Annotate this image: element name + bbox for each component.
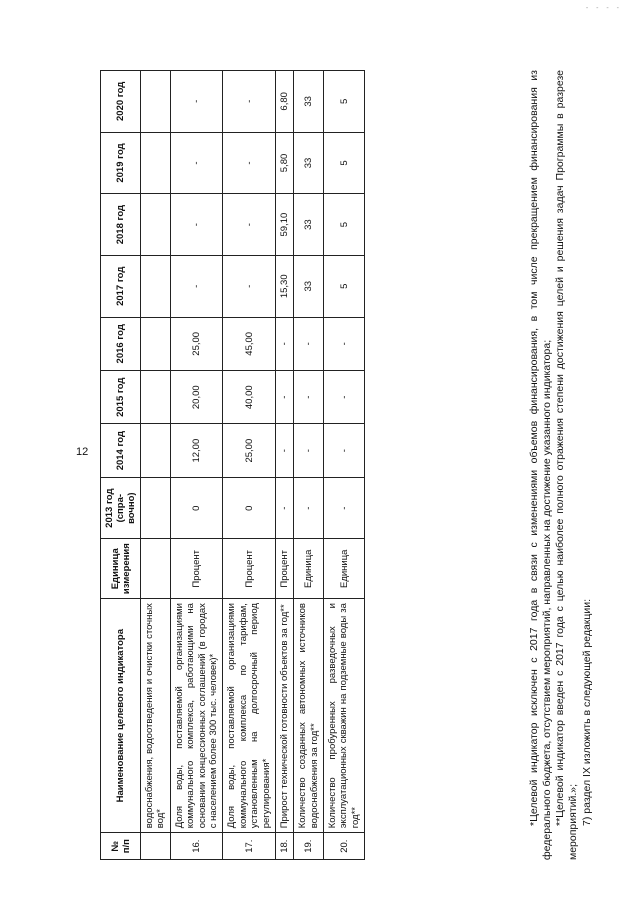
page-number: 12 <box>76 446 89 458</box>
footnotes <box>528 70 594 860</box>
indicator-name: Доля воды, поставляемой организациями коммунального комплекса по тарифам, установленным на долгосрочный период регулирования* <box>223 599 276 833</box>
row-num: 19. <box>294 833 324 860</box>
amendment-item: 7) раздел IX изложить в следующей редакции: <box>580 598 593 826</box>
value-cell: - <box>275 317 293 370</box>
value-cell: - <box>170 132 223 194</box>
value-cell: 6,80 <box>275 71 293 133</box>
value-cell: 25,00 <box>170 317 223 370</box>
scan-marks: - - - - <box>585 5 622 12</box>
header-unit: Единица измерения <box>101 539 141 599</box>
value-cell: 15,30 <box>275 255 293 317</box>
value-cell: - <box>294 424 324 477</box>
table-header-row <box>101 71 141 860</box>
value-cell: - <box>294 477 324 539</box>
table-row <box>324 71 365 860</box>
value-cell: - <box>170 255 223 317</box>
value-cell: 0 <box>170 477 223 539</box>
value-cell: 40,00 <box>223 371 276 424</box>
indicators-table <box>100 70 365 860</box>
value-cell: 33 <box>294 255 324 317</box>
value-cell: 5 <box>324 71 365 133</box>
row-num: 17. <box>223 833 276 860</box>
value-cell: 5 <box>324 255 365 317</box>
value-cell: - <box>324 371 365 424</box>
unit-cell: Единица <box>294 539 324 599</box>
header-year: 2019 год <box>101 132 141 194</box>
unit-cell: Единица <box>324 539 365 599</box>
value-cell: 20,00 <box>170 371 223 424</box>
table-row <box>294 71 324 860</box>
value-cell: 5 <box>324 132 365 194</box>
value-cell: - <box>294 371 324 424</box>
continuation-text: водоснабжения, водоотведения и очистки сточных вод* <box>141 599 171 833</box>
row-num: 16. <box>170 833 223 860</box>
value-cell: - <box>324 424 365 477</box>
value-cell: - <box>223 255 276 317</box>
value-cell: 33 <box>294 194 324 256</box>
unit-cell: Процент <box>223 539 276 599</box>
header-num: № п/п <box>101 833 141 860</box>
value-cell: - <box>223 71 276 133</box>
value-cell: 33 <box>294 71 324 133</box>
indicator-name: Прирост технической готовности объектов за год** <box>275 599 293 833</box>
value-cell: - <box>324 477 365 539</box>
value-cell: 5,80 <box>275 132 293 194</box>
header-year: 2017 год <box>101 255 141 317</box>
header-name: Наименование целевого индикатора <box>101 599 141 833</box>
value-cell: - <box>223 194 276 256</box>
value-cell: 5 <box>324 194 365 256</box>
table-row <box>223 71 276 860</box>
value-cell: 33 <box>294 132 324 194</box>
unit-cell: Процент <box>275 539 293 599</box>
indicator-name: Количество пробуренных разведочных и эксплуатационных скважин на подземные воды за год** <box>324 599 365 833</box>
unit-cell: Процент <box>170 539 223 599</box>
row-num: 18. <box>275 833 293 860</box>
header-year: 2014 год <box>101 424 141 477</box>
indicator-name: Количество созданных автономных источников водоснабжения за год** <box>294 599 324 833</box>
table-row <box>275 71 293 860</box>
value-cell: 59,10 <box>275 194 293 256</box>
table-row <box>170 71 223 860</box>
value-cell: 12,00 <box>170 424 223 477</box>
value-cell: 0 <box>223 477 276 539</box>
value-cell: - <box>324 317 365 370</box>
footnote-double-star: **Целевой индикатор введен с 2017 года с целью наиболее полного отражения степени достижения целей и решения задач Программы в разрезе мероприятий.»; <box>554 70 580 860</box>
header-year: 2015 год <box>101 371 141 424</box>
value-cell: - <box>275 371 293 424</box>
value-cell: 25,00 <box>223 424 276 477</box>
header-year: 2020 год <box>101 71 141 133</box>
header-year: 2016 год <box>101 317 141 370</box>
rotated-page-content <box>100 60 593 860</box>
header-year: 2013 год (спра-вочно) <box>101 477 141 539</box>
footnote-single-star: *Целевой индикатор исключен с 2017 года в связи с изменениями объемов финансирования, в том числе прекращением финансирования из федерального бюджета, отсутствием мероприятий, направленных на достижение указанного индикатора; <box>528 70 554 860</box>
value-cell: - <box>294 317 324 370</box>
header-year: 2018 год <box>101 194 141 256</box>
indicator-name: Доля воды, поставляемой организациями коммунального комплекса, работающими на основании концессионных соглашений (в городах с населением более 300 тыс. человек)* <box>170 599 223 833</box>
table-row-continuation <box>141 71 171 860</box>
value-cell: - <box>275 424 293 477</box>
value-cell: 45,00 <box>223 317 276 370</box>
value-cell: - <box>223 132 276 194</box>
value-cell: - <box>275 477 293 539</box>
value-cell: - <box>170 194 223 256</box>
value-cell: - <box>170 71 223 133</box>
row-num: 20. <box>324 833 365 860</box>
